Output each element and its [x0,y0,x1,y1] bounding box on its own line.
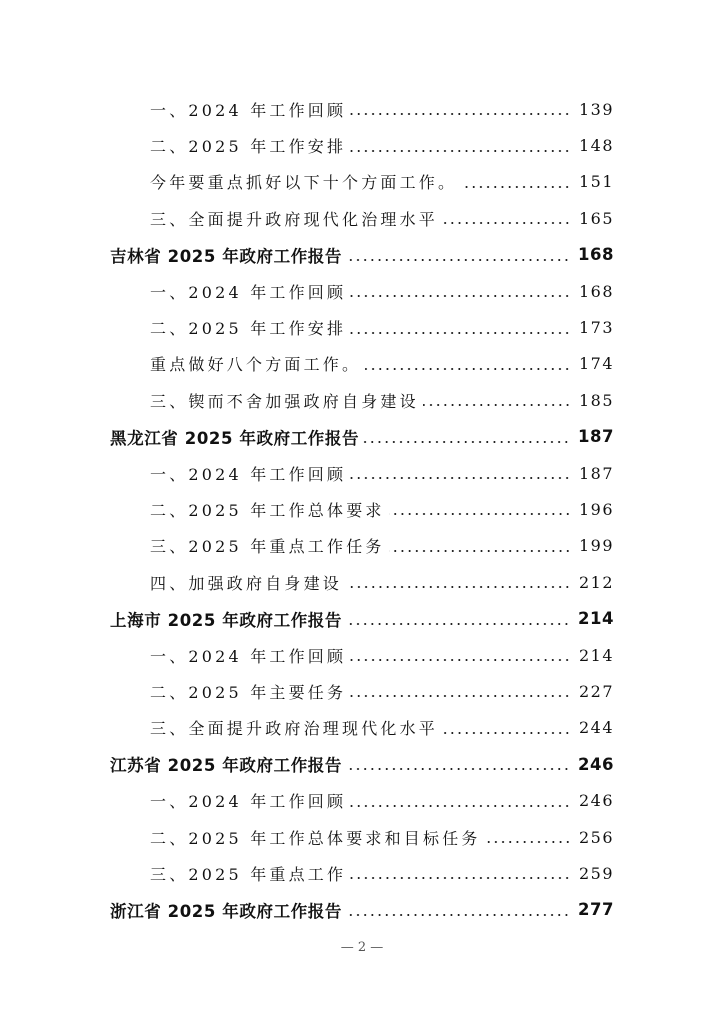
toc-entry-page: 246 [578,791,614,811]
toc-entry[interactable] [0,382,724,418]
toc-entry-label: 一、2024 年工作回顾 [150,464,347,484]
dot-leader [350,331,571,335]
toc-entry-label: 一、2024 年工作回顾 [150,792,347,812]
toc-entry-page: 173 [578,318,614,338]
toc-entry-label: 二、2025 年工作安排 [150,137,347,157]
toc-section-heading[interactable] [0,746,724,782]
page-number: — 2 — [340,940,384,955]
dot-leader [442,221,571,225]
toc-entry-page: 212 [578,572,614,592]
toc-entry-page: 244 [578,718,614,738]
toc-entry[interactable] [0,855,724,891]
toc-entry[interactable] [0,164,724,200]
toc-entry-label: 三、全面提升政府现代化治理水平 [150,209,439,229]
toc-entry-page: 187 [578,463,614,483]
toc-entry-page: 199 [578,536,614,556]
dot-leader [346,767,570,771]
toc-entry-label: 一、2024 年工作回顾 [150,646,347,666]
dot-leader [363,440,570,444]
toc-entry-page: 151 [578,172,614,192]
toc-entry-label: 一、2024 年工作回顾 [150,100,347,120]
dot-leader [346,258,570,262]
toc-entry-label: 一、2024 年工作回顾 [150,282,347,302]
toc-entry-page: 168 [578,245,614,265]
dot-leader [350,149,571,153]
toc-entry-page: 214 [578,609,614,629]
dot-leader [389,549,571,553]
dot-leader [389,512,571,516]
toc-entry-label: 二、2025 年工作安排 [150,319,347,339]
toc-entry[interactable] [0,710,724,746]
toc-entry-label: 三、2025 年重点工作 [150,864,347,884]
toc-entry[interactable] [0,564,724,600]
toc-entry-label: 二、2025 年工作总体要求和目标任务 [150,828,481,848]
toc-entry-label: 上海市 2025 年政府工作报告 [110,610,343,630]
toc-section-heading[interactable] [0,237,724,273]
toc-entry[interactable] [0,309,724,345]
dot-leader [350,294,571,298]
toc-entry-label: 三、2025 年重点工作任务 [150,537,385,557]
toc-entry-page: 165 [578,208,614,228]
toc-entry-page: 246 [578,754,614,774]
dot-leader [350,694,571,698]
toc-entry-label: 二、2025 年主要任务 [150,682,347,702]
toc-entry[interactable] [0,91,724,127]
toc-entry[interactable] [0,346,724,382]
toc-entry-page: 139 [578,99,614,119]
toc-section-heading[interactable] [0,600,724,636]
toc-entry-page: 174 [578,354,614,374]
toc-entry-label: 重点做好八个方面工作。 [150,355,362,375]
dot-leader [346,585,571,589]
dot-leader [350,658,571,662]
toc-entry-page: 256 [578,827,614,847]
toc-section-heading[interactable] [0,419,724,455]
toc-entry[interactable] [0,782,724,818]
toc-entry-page: 168 [578,281,614,301]
toc-entry[interactable] [0,200,724,236]
toc-entry[interactable] [0,528,724,564]
toc-entry[interactable] [0,273,724,309]
toc-entry-label: 三、全面提升政府治理现代化水平 [150,719,439,739]
dot-leader [423,403,571,407]
dot-leader [365,367,571,371]
toc-entry[interactable] [0,819,724,855]
toc-entry-page: 185 [578,390,614,410]
toc-entry-page: 214 [578,645,614,665]
dot-leader [485,840,571,844]
toc-entry-label: 黑龙江省 2025 年政府工作报告 [110,428,360,448]
toc-entry-page: 259 [578,863,614,883]
toc-entry-label: 吉林省 2025 年政府工作报告 [110,246,343,266]
dot-leader [346,913,570,917]
toc-entry-page: 196 [578,499,614,519]
toc-entry-page: 187 [578,427,614,447]
toc-entry[interactable] [0,673,724,709]
dot-leader [350,476,571,480]
dot-leader [350,804,571,808]
toc-entry[interactable] [0,127,724,163]
toc-entry-label: 四、加强政府自身建设 [150,573,343,593]
toc-section-heading[interactable] [0,892,724,928]
toc-entry-label: 浙江省 2025 年政府工作报告 [110,901,343,921]
toc-entry[interactable] [0,455,724,491]
dot-leader [461,185,571,189]
toc-entry-label: 三、锲而不舍加强政府自身建设 [150,391,419,411]
toc-entry-page: 148 [578,136,614,156]
toc-entry-page: 227 [578,681,614,701]
table-of-contents [0,91,724,928]
dot-leader [442,731,571,735]
toc-entry-page: 277 [578,900,614,920]
toc-entry[interactable] [0,491,724,527]
toc-entry[interactable] [0,637,724,673]
toc-entry-label: 今年要重点抓好以下十个方面工作。 [150,173,458,193]
toc-entry-label: 二、2025 年工作总体要求 [150,500,385,520]
toc-entry-label: 江苏省 2025 年政府工作报告 [110,756,343,776]
dot-leader [346,622,570,626]
dot-leader [350,876,571,880]
dot-leader [350,112,571,116]
